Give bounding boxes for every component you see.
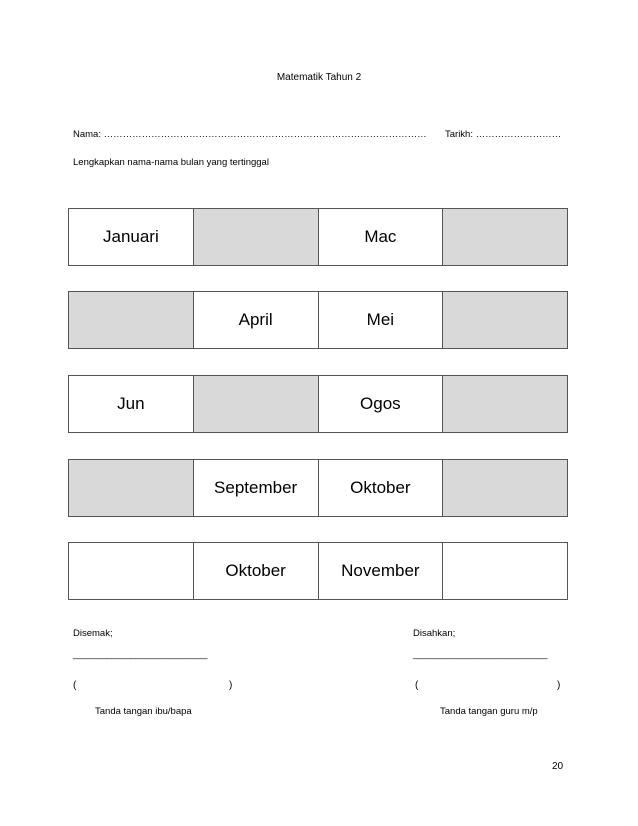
checked-by-label: Disemak; bbox=[73, 628, 113, 639]
teacher-name-close-paren: ) bbox=[557, 680, 561, 691]
blank-month-cell[interactable] bbox=[69, 460, 194, 516]
month-cell: Oktober bbox=[194, 543, 319, 599]
teacher-signature-line: ____________________________ bbox=[413, 649, 547, 660]
page-number: 20 bbox=[552, 761, 564, 772]
blank-month-cell[interactable] bbox=[443, 543, 567, 599]
month-cell: Januari bbox=[69, 209, 194, 265]
month-cell: September bbox=[194, 460, 319, 516]
blank-month-cell[interactable] bbox=[443, 292, 567, 348]
parent-name-close-paren: ) bbox=[229, 680, 233, 691]
blank-month-cell[interactable] bbox=[69, 543, 194, 599]
parent-signature-caption: Tanda tangan ibu/bapa bbox=[95, 706, 192, 717]
blank-month-cell[interactable] bbox=[194, 376, 319, 432]
approved-by-label: Disahkan; bbox=[413, 628, 456, 639]
month-row-4 bbox=[68, 459, 568, 517]
month-row-1 bbox=[68, 208, 568, 266]
month-cell: Mac bbox=[319, 209, 444, 265]
month-cell: April bbox=[194, 292, 319, 348]
blank-month-cell[interactable] bbox=[443, 376, 567, 432]
blank-month-cell[interactable] bbox=[194, 209, 319, 265]
teacher-name-open-paren: ( bbox=[415, 680, 419, 691]
month-row-3 bbox=[68, 375, 568, 433]
month-cell: November bbox=[319, 543, 444, 599]
parent-signature-line: ____________________________ bbox=[73, 649, 207, 660]
month-cell: Oktober bbox=[319, 460, 444, 516]
month-row-2 bbox=[68, 291, 568, 349]
blank-month-cell[interactable] bbox=[443, 460, 567, 516]
month-cell: Mei bbox=[319, 292, 444, 348]
parent-name-open-paren: ( bbox=[73, 680, 77, 691]
month-cell: Ogos bbox=[319, 376, 444, 432]
date-field: Tarikh: ……………………… bbox=[445, 129, 562, 140]
month-row-5 bbox=[68, 542, 568, 600]
month-cell: Jun bbox=[69, 376, 194, 432]
name-field: Nama: ………………………………………………………………………………………… bbox=[73, 129, 427, 140]
blank-month-cell[interactable] bbox=[443, 209, 567, 265]
page-title: Matematik Tahun 2 bbox=[276, 72, 362, 83]
blank-month-cell[interactable] bbox=[69, 292, 194, 348]
teacher-signature-caption: Tanda tangan guru m/p bbox=[440, 706, 538, 717]
instruction-text: Lengkapkan nama-nama bulan yang tertinggal bbox=[73, 157, 269, 168]
